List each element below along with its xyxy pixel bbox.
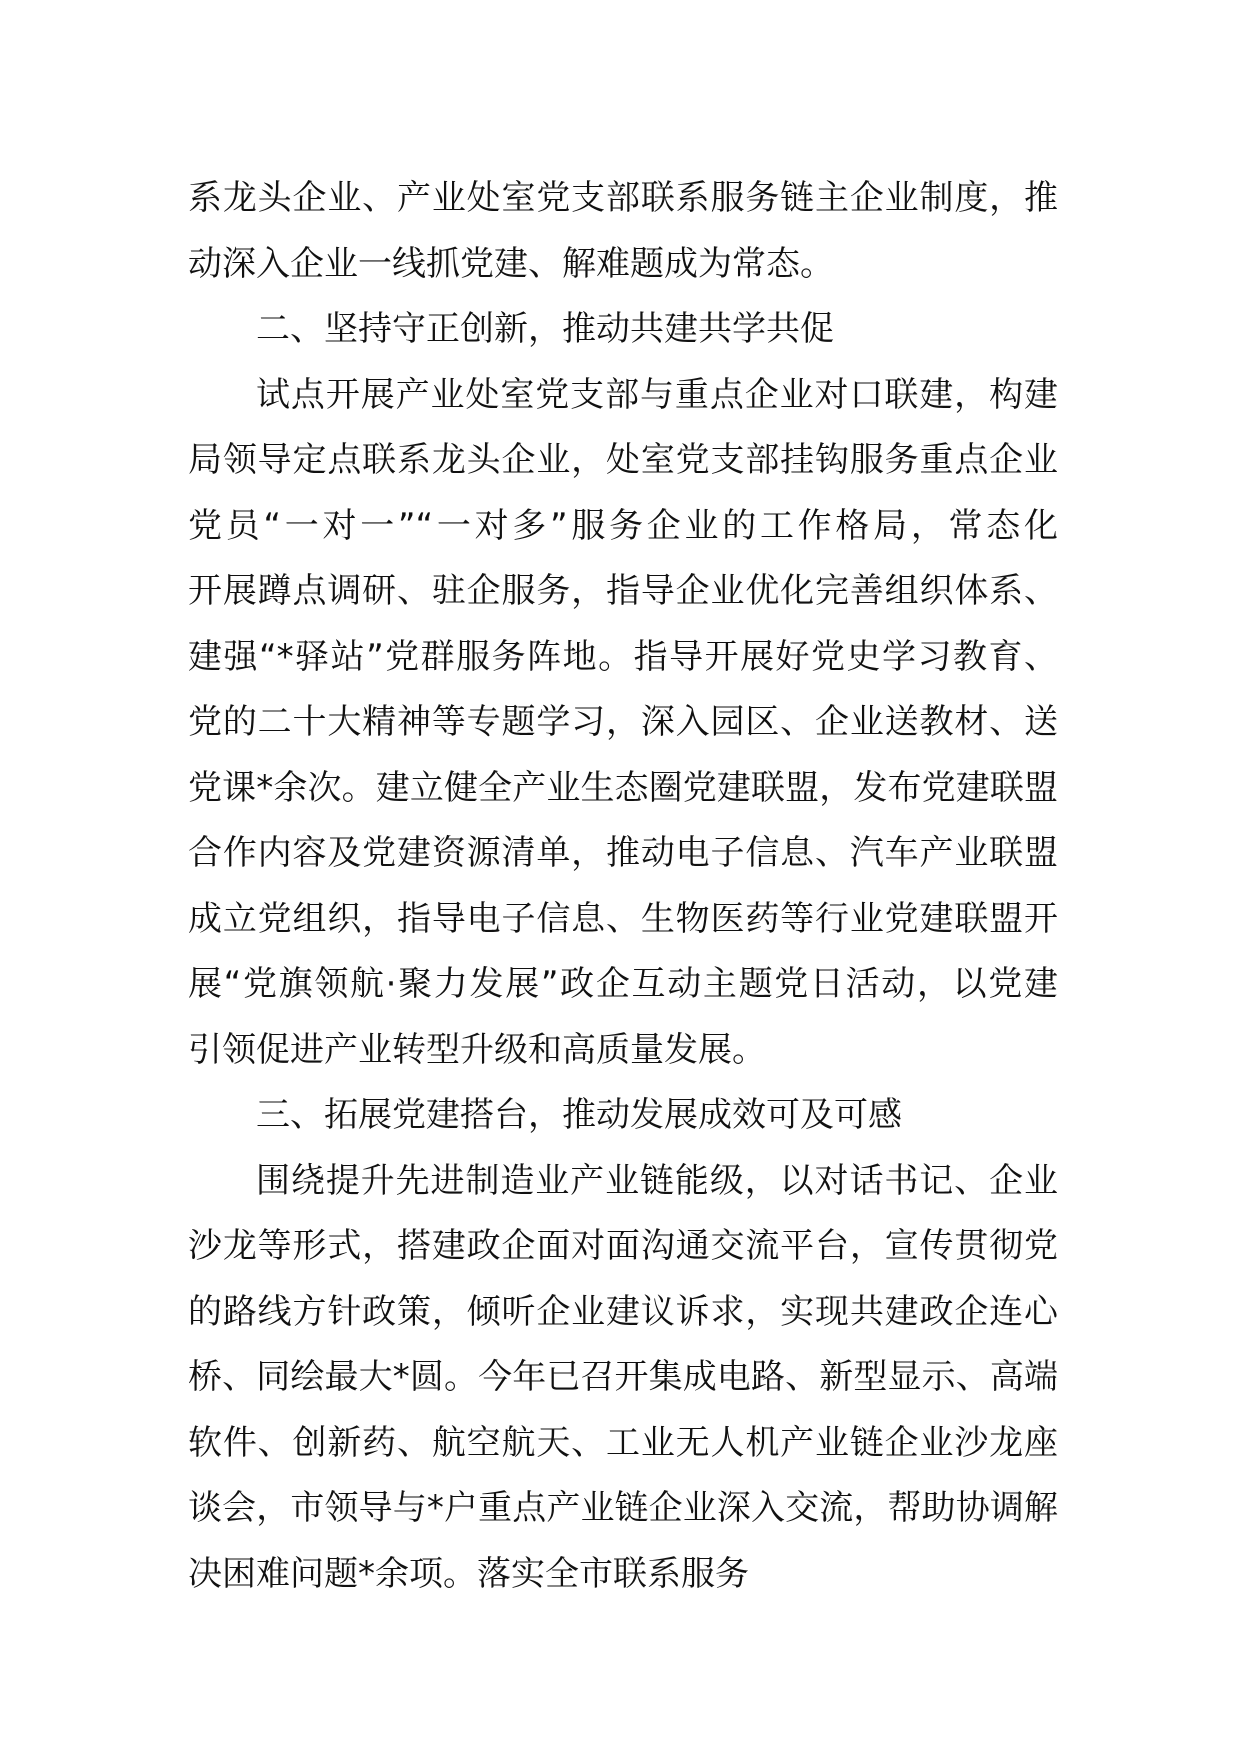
paragraph-line: 桥、同绘最大*圆。今年已召开集成电路、新型显示、高端 — [188, 1357, 1058, 1397]
paragraph-line: 党课*余次。建立健全产业生态圈党建联盟，发布党建联盟 — [188, 767, 1058, 808]
paragraph-line: 引领促进产业转型升级和高质量发展。 — [188, 1029, 766, 1070]
paragraph-line: 党的二十大精神等专题学习，深入园区、企业送教材、送 — [188, 702, 1058, 742]
paragraph-line: 的路线方针政策，倾听企业建议诉求，实现共建政企连心 — [188, 1291, 1058, 1332]
paragraph-line: 谈会，市领导与*户重点产业链企业深入交流，帮助协调解 — [188, 1488, 1058, 1528]
document-body — [188, 166, 1058, 1607]
paragraph-line: 系龙头企业、产业处室党支部联系服务链主企业制度，推 — [188, 178, 1058, 218]
section-heading: 二、坚持守正创新，推动共建共学共促 — [256, 309, 834, 349]
paragraph-line: 动深入企业一线抓党建、解难题成为常态。 — [188, 243, 834, 284]
paragraph-line: 开展蹲点调研、驻企服务，指导企业优化完善组织体系、 — [188, 571, 1058, 611]
paragraph-line: 建强“*驿站”党群服务阵地。指导开展好党史学习教育、 — [188, 636, 1058, 677]
paragraph-line: 党员“一对一”“一对多”服务企业的工作格局，常态化 — [188, 505, 1058, 546]
paragraph-line: 决困难问题*余项。落实全市联系服务 — [188, 1553, 749, 1594]
paragraph-line: 围绕提升先进制造业产业链能级，以对话书记、企业 — [256, 1160, 1058, 1201]
section-heading: 三、拓展党建搭台，推动发展成效可及可感 — [256, 1095, 902, 1135]
paragraph-line: 合作内容及党建资源清单，推动电子信息、汽车产业联盟 — [188, 833, 1058, 873]
paragraph-line: 沙龙等形式，搭建政企面对面沟通交流平台，宣传贯彻党 — [188, 1226, 1058, 1266]
paragraph-line: 软件、创新药、航空航天、工业无人机产业链企业沙龙座 — [188, 1422, 1058, 1463]
paragraph-line: 成立党组织，指导电子信息、生物医药等行业党建联盟开 — [188, 898, 1058, 939]
paragraph-line: 局领导定点联系龙头企业，处室党支部挂钩服务重点企业 — [188, 440, 1058, 480]
paragraph-line: 试点开展产业处室党支部与重点企业对口联建，构建 — [256, 374, 1058, 415]
paragraph-line: 展“党旗领航·聚力发展”政企互动主题党日活动，以党建 — [188, 964, 1058, 1004]
